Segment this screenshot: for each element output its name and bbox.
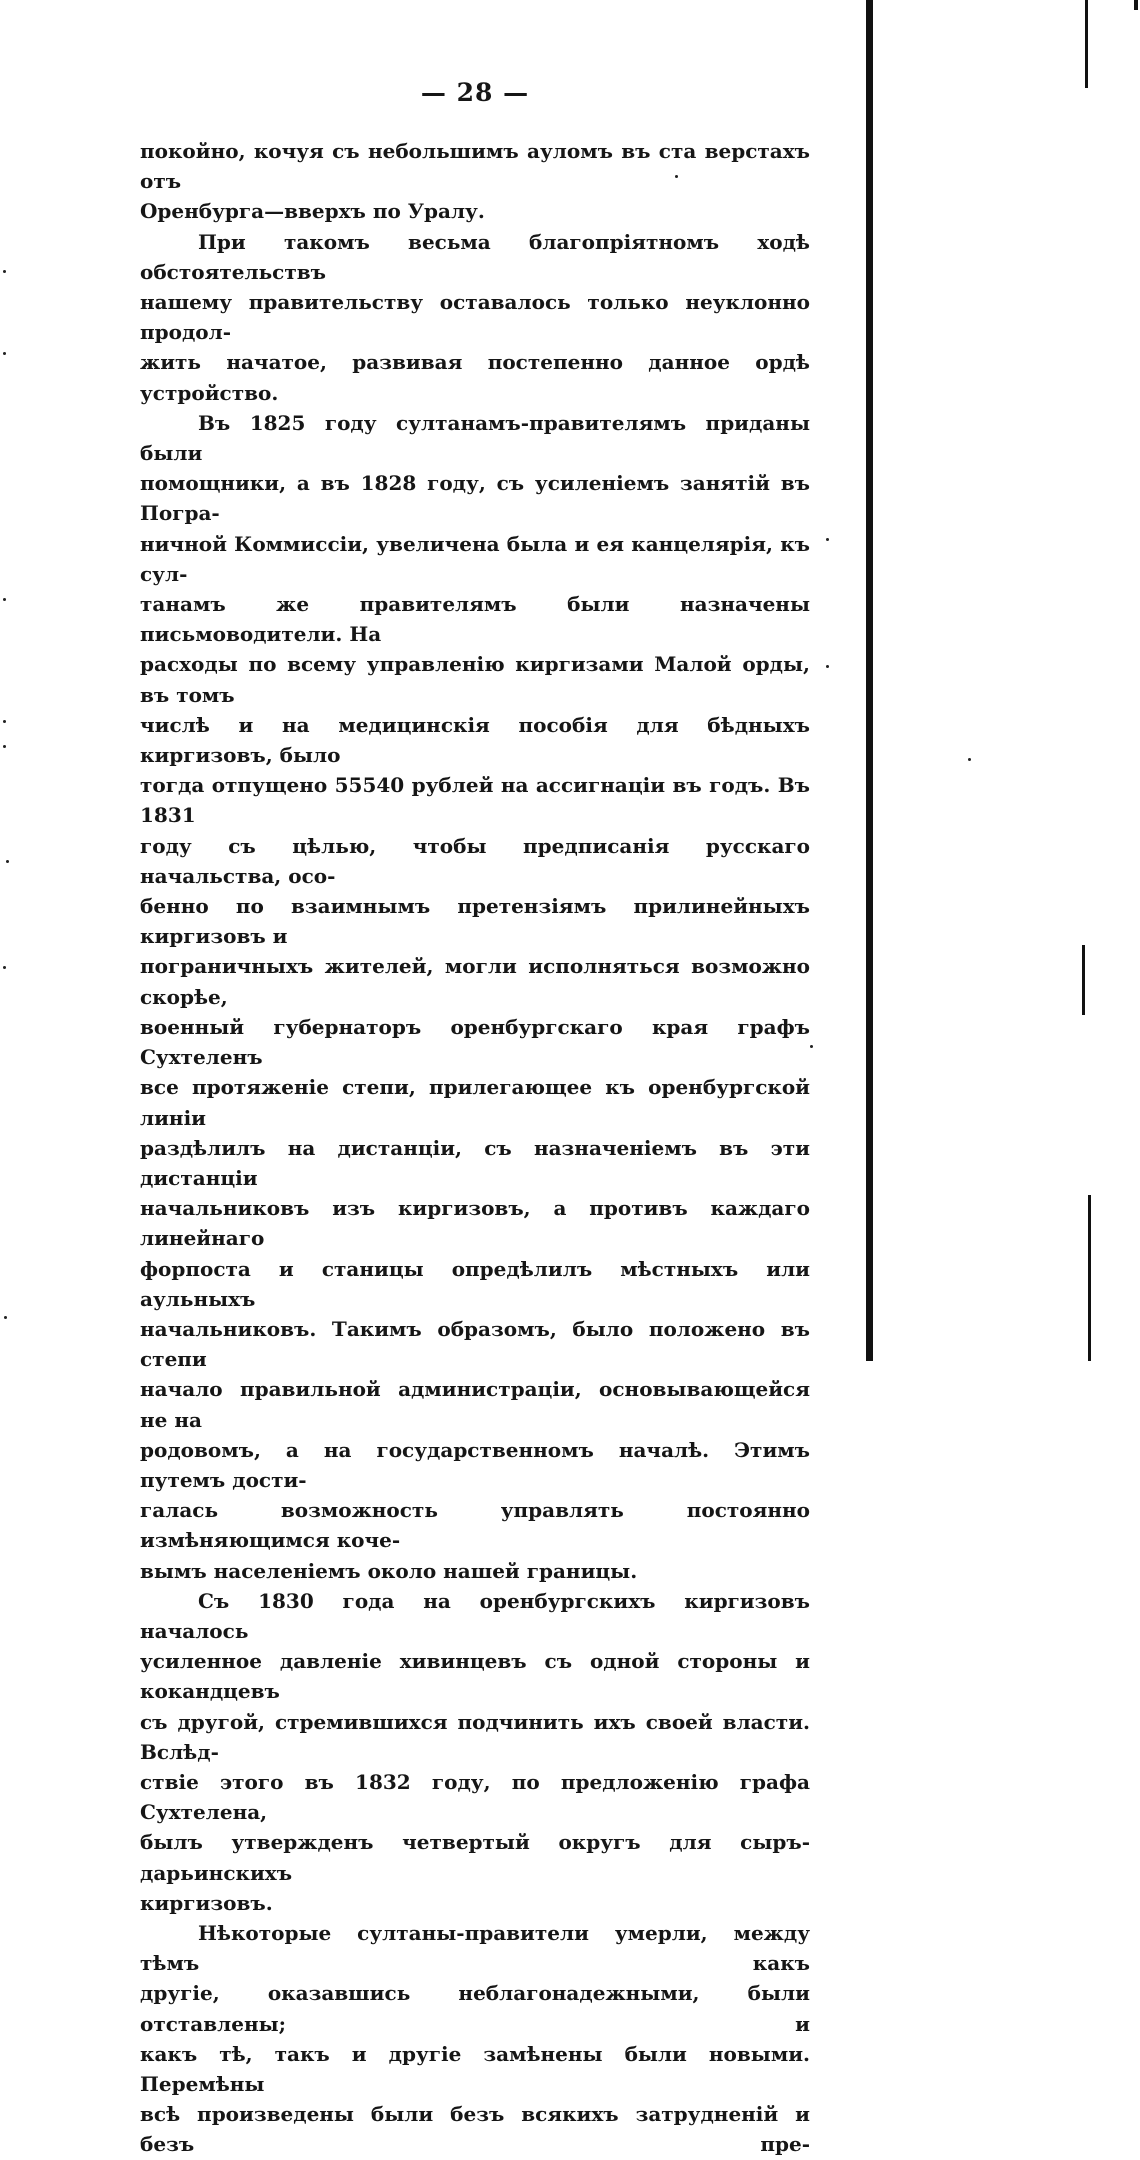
- paragraph-1: [140, 136, 810, 227]
- scan-speck: [3, 720, 6, 723]
- scan-edge-mark: [1082, 945, 1085, 1015]
- paragraph-2: [140, 227, 810, 408]
- text-line: Въ 1825 году султанамъ-правителямъ приданы были: [140, 410, 810, 466]
- text-line: начальниковъ. Такимъ образомъ, было положено въ степи: [140, 1316, 810, 1372]
- text-line: какъ тѣ, такъ и другіе замѣнены были новыми. Перемѣны: [140, 2041, 810, 2096]
- text-line: киргизовъ.: [140, 1890, 273, 1915]
- text-line: тогда отпущено 55540 рублей на ассигнаціи въ годъ. Въ 1831: [140, 773, 810, 828]
- scan-speck: [3, 966, 6, 969]
- scan-speck: [826, 538, 829, 541]
- text-line: Нѣкоторые султаны-правители умерли, между тѣмъ какъ: [140, 1920, 810, 1976]
- scan-speck: [810, 1045, 813, 1048]
- scan-speck: [4, 1316, 7, 1319]
- text-line: вымъ населеніемъ около нашей границы.: [140, 1558, 638, 1583]
- text-line: родовомъ, а на государственномъ началѣ. Этимъ путемъ дости-: [140, 1437, 810, 1492]
- text-line: начальниковъ изъ киргизовъ, а противъ каждаго линейнаго: [140, 1196, 810, 1251]
- scan-edge-mark: [1088, 1195, 1091, 1361]
- scan-speck: [6, 860, 9, 863]
- body-text: [140, 136, 810, 2160]
- paragraph-4: [140, 1586, 810, 1918]
- text-line: бенно по взаимнымъ претензіямъ прилинейныхъ киргизовъ и: [140, 894, 810, 949]
- text-line: танамъ же правителямъ были назначены письмоводители. На: [140, 592, 810, 647]
- text-line: Оренбурга—вверхъ по Уралу.: [140, 199, 485, 224]
- text-line: былъ утвержденъ четвертый округъ для сыръ-дарьинскихъ: [140, 1830, 810, 1885]
- scan-edge-mark: [1085, 0, 1088, 88]
- paragraph-3: [140, 408, 810, 1586]
- text-line: начало правильной администраціи, основывающейся не на: [140, 1377, 810, 1432]
- page-gutter-shadow: [866, 0, 873, 1361]
- text-line: усиленное давленіе хивинцевъ съ одной стороны и кокандцевъ: [140, 1649, 810, 1704]
- scan-speck: [968, 758, 971, 761]
- scan-speck: [675, 175, 678, 178]
- text-line: военный губернаторъ оренбургскаго края графъ Сухтеленъ: [140, 1014, 810, 1070]
- scan-speck: [3, 352, 6, 355]
- text-line: нашему правительству оставалось только неуклонно продол-: [140, 290, 810, 345]
- text-line: расходы по всему управленію киргизами Малой орды, въ томъ: [140, 652, 810, 707]
- text-line: ствіе этого въ 1832 году, по предложенію графа Сухтелена,: [140, 1769, 810, 1825]
- text-line: Съ 1830 года на оренбургскихъ киргизовъ началось: [140, 1588, 810, 1643]
- text-line: форпоста и станицы опредѣлилъ мѣстныхъ или аульныхъ: [140, 1256, 810, 1311]
- page-number: — 28 —: [420, 78, 530, 107]
- text-line: числѣ и на медицинскія пособія для бѣдныхъ киргизовъ, было: [140, 712, 810, 768]
- scan-speck: [3, 598, 6, 601]
- text-line: ничной Коммиссіи, увеличена была и ея канцелярія, къ сул-: [140, 531, 810, 586]
- text-line: всѣ произведены были безъ всякихъ затрудненій и безъ пре-: [140, 2102, 810, 2157]
- text-line: При такомъ весьма благопріятномъ ходѣ обстоятельствъ: [140, 229, 810, 284]
- text-line: другіе, оказавшись неблагонадежными, были отставлены; и: [140, 1981, 810, 2036]
- text-line: году съ цѣлью, чтобы предписанія русскаго начальства, осо-: [140, 833, 810, 888]
- text-line: покойно, кочуя съ небольшимъ ауломъ въ ста верстахъ отъ: [140, 139, 810, 194]
- scan-edge-mark: [1134, 0, 1138, 10]
- scan-speck: [3, 745, 6, 748]
- scan-speck: [826, 665, 829, 668]
- text-line: галась возможность управлять постоянно измѣняющимся коче-: [140, 1498, 810, 1553]
- text-line: съ другой, стремившихся подчинить ихъ своей власти. Вслѣд-: [140, 1709, 810, 1764]
- text-line: раздѣлилъ на дистанціи, съ назначеніемъ въ эти дистанціи: [140, 1135, 810, 1190]
- scan-speck: [3, 270, 6, 273]
- text-line: пограничныхъ жителей, могли исполняться возможно скорѣе,: [140, 954, 810, 1009]
- text-line: жить начатое, развивая постепенно данное ордѣ устройство.: [140, 350, 810, 405]
- text-line: помощники, а въ 1828 году, съ усиленіемъ занятій въ Погра-: [140, 471, 810, 526]
- paragraph-5: [140, 1918, 810, 2160]
- text-line: все протяженіе степи, прилегающее къ оренбургской линіи: [140, 1075, 810, 1130]
